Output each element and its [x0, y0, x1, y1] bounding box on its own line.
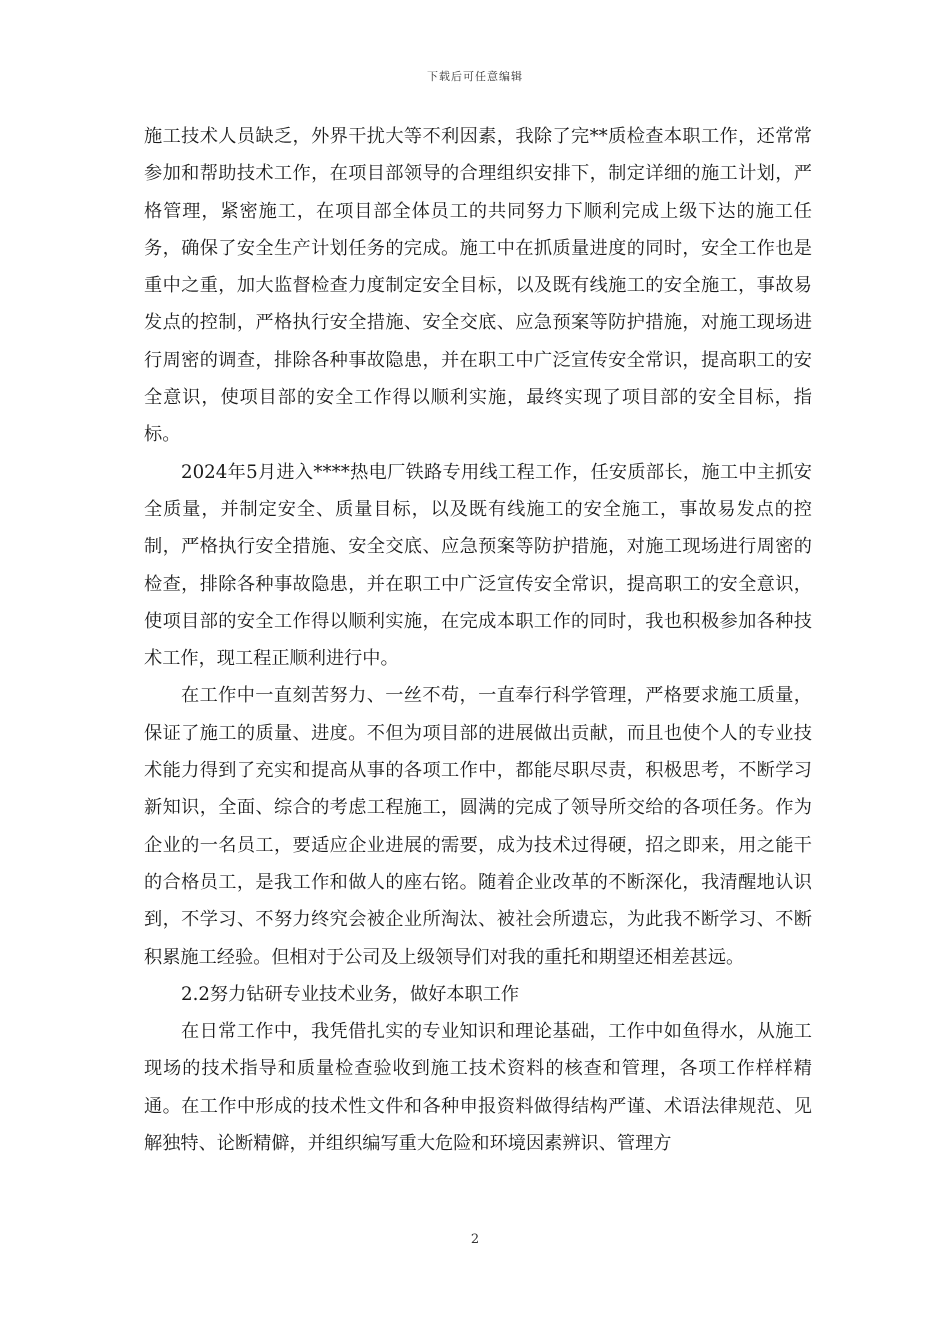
paragraph-2024-project: 2024年5月进入****热电厂铁路专用线工程工作，任安质部长，施工中主抓安全质量，并制定安全、质量目标，以及既有线施工的安全施工，事故易发点的控制，严格执行安全措施、安全交底、应急预案等防护措施，对施工现场进行周密的检查，排除各种事故隐患，并在职工中广泛宣传安全常识，提高职工的安全意识，使项目部的安全工作得以顺利实施，在完成本职工作的同时，我也积极参加各种技术工作，现工程正顺利进行中。 — [144, 461, 812, 670]
paragraph-continued: 施工技术人员缺乏，外界干扰大等不利因素，我除了完**质检查本职工作，还常常参加和帮助技术工作，在项目部领导的合理组织安排下，制定详细的施工计划，严格管理，紧密施工，在项目部全体员工的共同努力下顺利完成上级下达的施工任务，确保了安全生产计划任务的完成。施工中在抓质量进度的同时，安全工作也是重中之重，加大监督检查力度制定安全目标，以及既有线施工的安全施工，事故易发点的控制，严格执行安全措施、安全交底、应急预案等防护措施，对施工现场进行周密的调查，排除各种事故隐患，并在职工中广泛宣传安全常识，提高职工的安全意识，使项目部的安全工作得以顺利实施，最终实现了项目部的安全目标，指标。 — [144, 126, 812, 446]
document-body — [144, 118, 812, 1162]
paragraph-daily-work: 在日常工作中，我凭借扎实的专业知识和理论基础，工作中如鱼得水，从施工现场的技术指导和质量检查验收到施工技术资料的核查和管理，各项工作样样精通。在工作中形成的技术性文件和各种申报资料做得结构严谨、术语法律规范、见解独特、论断精僻，并组织编写重大危险和环境因素辨识、管理方 — [144, 1021, 812, 1155]
page-header: 下载后可任意编辑 — [427, 70, 523, 83]
paragraph-work-attitude: 在工作中一直刻苦努力、一丝不苟，一直奉行科学管理，严格要求施工质量，保证了施工的质量、进度。不但为项目部的进展做出贡献，而且也使个人的专业技术能力得到了充实和提高从事的各项工作中，都能尽职尽责，积极思考，不断学习新知识，全面、综合的考虑工程施工，圆满的完成了领导所交给的各项任务。作为企业的一名员工，要适应企业进展的需要，成为技术过得硬，招之即来，用之能干的合格员工，是我工作和做人的座右铭。随着企业改革的不断深化，我清醒地认识到，不学习、不努力终究会被企业所淘汰、被社会所遗忘，为此我不断学习、不断积累施工经验。但相对于公司及上级领导们对我的重托和期望还相差甚远。 — [144, 685, 812, 968]
page-number: 2 — [470, 1232, 480, 1247]
section-heading: 2.2努力钻研专业技术业务，做好本职工作 — [181, 983, 520, 1005]
